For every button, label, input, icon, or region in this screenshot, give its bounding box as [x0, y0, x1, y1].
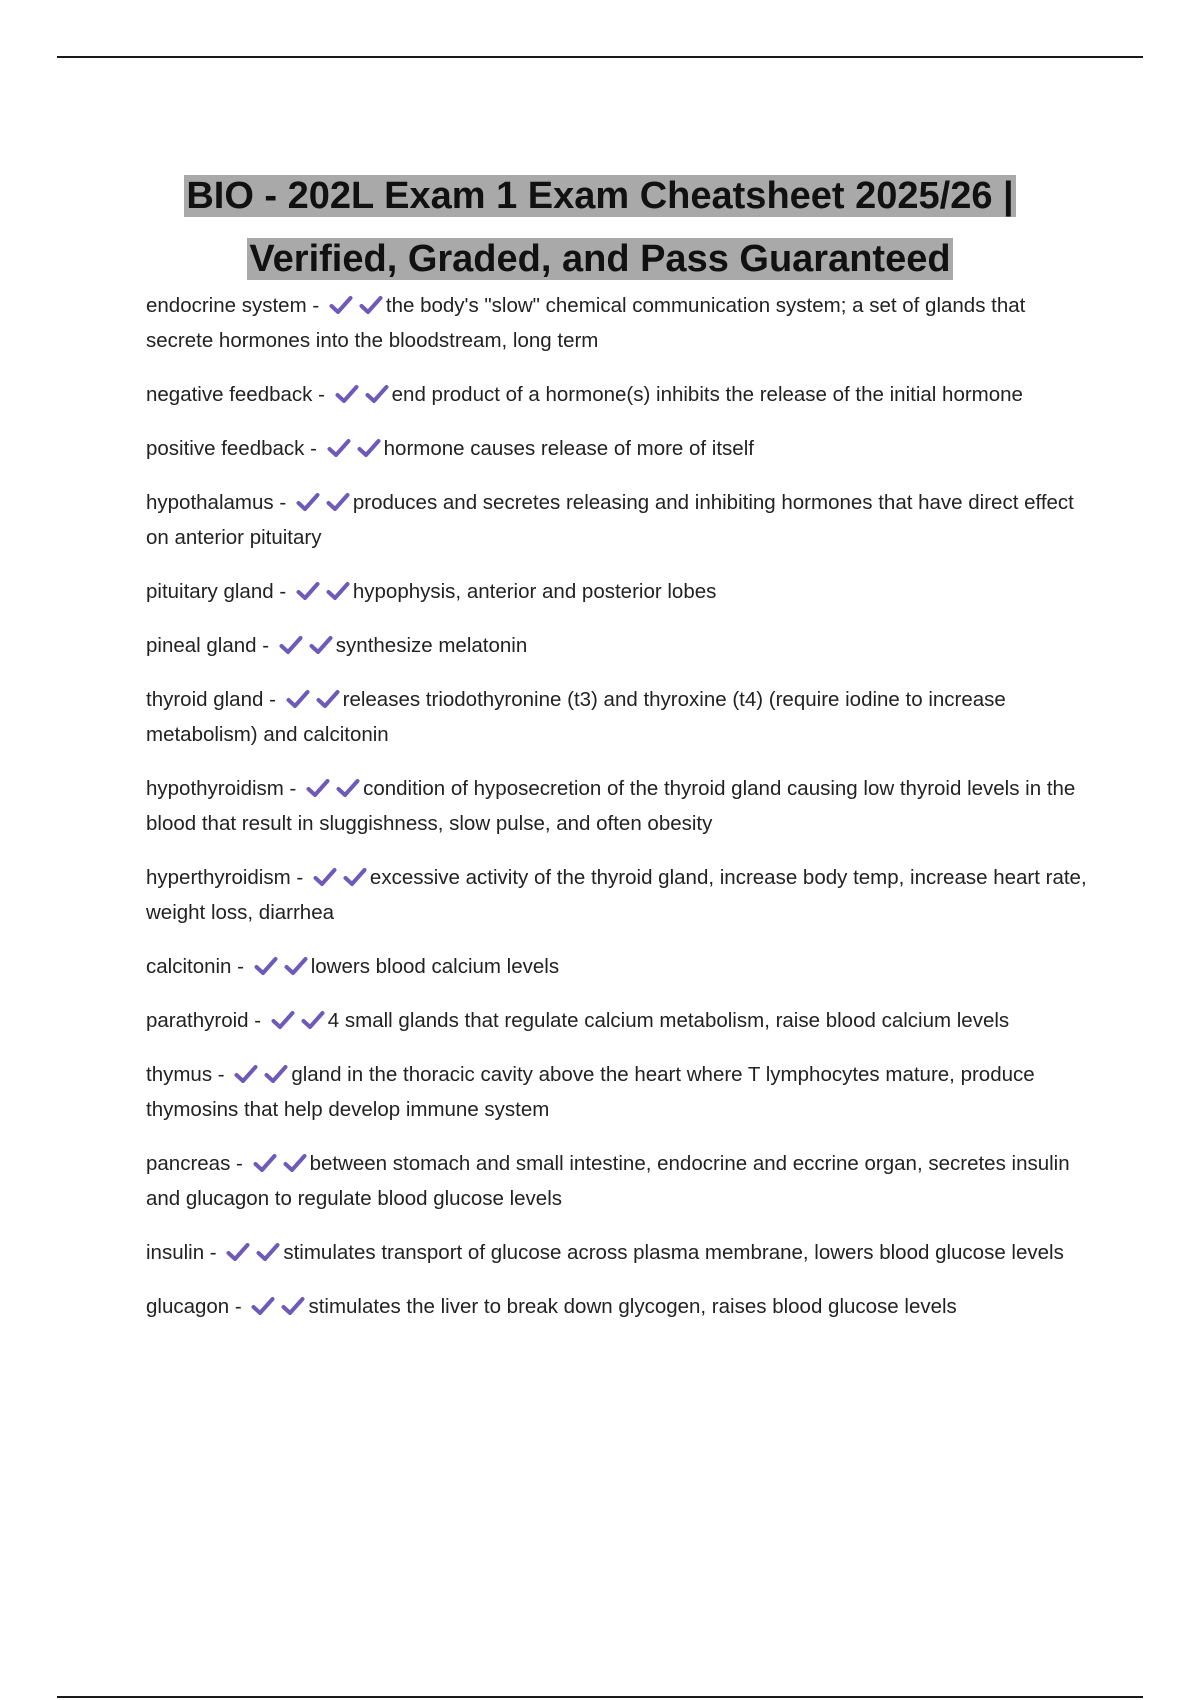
- title-line-2: Verified, Graded, and Pass Guaranteed: [249, 238, 951, 281]
- entry-definition: lowers blood calcium levels: [310, 955, 560, 978]
- checkmark-icon: [264, 1064, 290, 1084]
- checkmark-icon: [226, 1242, 252, 1262]
- entry-term: pineal gland -: [146, 634, 270, 657]
- glossary-entry: [146, 288, 1096, 358]
- checkmark-icon: [343, 867, 369, 887]
- checkmark-icon: [286, 689, 312, 709]
- entry-term: calcitonin -: [146, 955, 244, 978]
- entry-definition: hormone causes release of more of itself: [383, 437, 754, 460]
- glossary-entry: [146, 860, 1096, 930]
- glossary-entry: [146, 1146, 1096, 1216]
- entry-definition: gland in the thoracic cavity above the heart where T lymphocytes mature, produce thymosins that help develop immune system: [146, 1063, 1035, 1121]
- entry-term: glucagon -: [146, 1295, 242, 1318]
- glossary-entry: [146, 682, 1096, 752]
- checkmark-icon: [336, 778, 362, 798]
- bottom-rule: [57, 1696, 1143, 1698]
- checkmark-icon: [251, 1296, 277, 1316]
- checkmark-icon: [306, 778, 332, 798]
- glossary-entry: [146, 771, 1096, 841]
- entry-term: pituitary gland -: [146, 580, 287, 603]
- checkmark-icon: [283, 1153, 309, 1173]
- entry-term: thymus -: [146, 1063, 225, 1086]
- entry-definition: produces and secretes releasing and inhibiting hormones that have direct effect on anterior pituitary: [146, 491, 1074, 549]
- checkmark-icon: [301, 1010, 327, 1030]
- entry-term: hyperthyroidism -: [146, 866, 304, 889]
- glossary-entry: [146, 949, 1096, 984]
- glossary-entry: [146, 628, 1096, 663]
- checkmark-icon: [316, 689, 342, 709]
- entry-definition: stimulates the liver to break down glycogen, raises blood glucose levels: [308, 1295, 957, 1318]
- glossary-entry: [146, 574, 1096, 609]
- checkmark-icon: [296, 492, 322, 512]
- checkmark-icon: [326, 492, 352, 512]
- entry-definition: the body's "slow" chemical communication system; a set of glands that secrete hormones into the bloodstream, long term: [146, 294, 1026, 352]
- checkmark-icon: [281, 1296, 307, 1316]
- page-title: [100, 165, 1100, 291]
- entry-definition: excessive activity of the thyroid gland, increase body temp, increase heart rate, weight loss, diarrhea: [146, 866, 1087, 924]
- entry-term: insulin -: [146, 1241, 217, 1264]
- checkmark-icon: [279, 635, 305, 655]
- checkmark-icon: [326, 581, 352, 601]
- title-line-1: BIO - 202L Exam 1 Exam Cheatsheet 2025/26 |: [186, 175, 1014, 218]
- entry-term: parathyroid -: [146, 1009, 262, 1032]
- entry-definition: stimulates transport of glucose across plasma membrane, lowers blood glucose levels: [283, 1241, 1064, 1264]
- glossary-entry: [146, 1289, 1096, 1324]
- entry-definition: releases triodothyronine (t3) and thyroxine (t4) (require iodine to increase metabolism) and calcitonin: [146, 688, 1006, 746]
- entry-term: endocrine system -: [146, 294, 320, 317]
- entry-definition: hypophysis, anterior and posterior lobes: [352, 580, 717, 603]
- glossary-list: [146, 288, 1096, 1343]
- entry-term: negative feedback -: [146, 383, 325, 406]
- glossary-entry: [146, 1003, 1096, 1038]
- glossary-entry: [146, 431, 1096, 466]
- checkmark-icon: [357, 438, 383, 458]
- checkmark-icon: [359, 295, 385, 315]
- checkmark-icon: [329, 295, 355, 315]
- glossary-entry: [146, 485, 1096, 555]
- checkmark-icon: [365, 384, 391, 404]
- glossary-entry: [146, 1235, 1096, 1270]
- checkmark-icon: [296, 581, 322, 601]
- entry-definition: 4 small glands that regulate calcium metabolism, raise blood calcium levels: [327, 1009, 1010, 1032]
- entry-term: thyroid gland -: [146, 688, 276, 711]
- checkmark-icon: [327, 438, 353, 458]
- entry-definition: condition of hyposecretion of the thyroid gland causing low thyroid levels in the blood that result in sluggishness, slow pulse, and often obesity: [146, 777, 1076, 835]
- entry-definition: end product of a hormone(s) inhibits the release of the initial hormone: [391, 383, 1023, 406]
- top-rule: [57, 56, 1143, 58]
- checkmark-icon: [313, 867, 339, 887]
- entry-term: hypothalamus -: [146, 491, 287, 514]
- checkmark-icon: [254, 956, 280, 976]
- checkmark-icon: [284, 956, 310, 976]
- checkmark-icon: [309, 635, 335, 655]
- entry-term: hypothyroidism -: [146, 777, 297, 800]
- entry-definition: between stomach and small intestine, endocrine and eccrine organ, secretes insulin and glucagon to regulate blood glucose levels: [146, 1152, 1070, 1210]
- checkmark-icon: [271, 1010, 297, 1030]
- entry-term: pancreas -: [146, 1152, 243, 1175]
- glossary-entry: [146, 377, 1096, 412]
- entry-term: positive feedback -: [146, 437, 317, 460]
- checkmark-icon: [234, 1064, 260, 1084]
- checkmark-icon: [253, 1153, 279, 1173]
- glossary-entry: [146, 1057, 1096, 1127]
- entry-definition: synthesize melatonin: [335, 634, 528, 657]
- checkmark-icon: [335, 384, 361, 404]
- checkmark-icon: [256, 1242, 282, 1262]
